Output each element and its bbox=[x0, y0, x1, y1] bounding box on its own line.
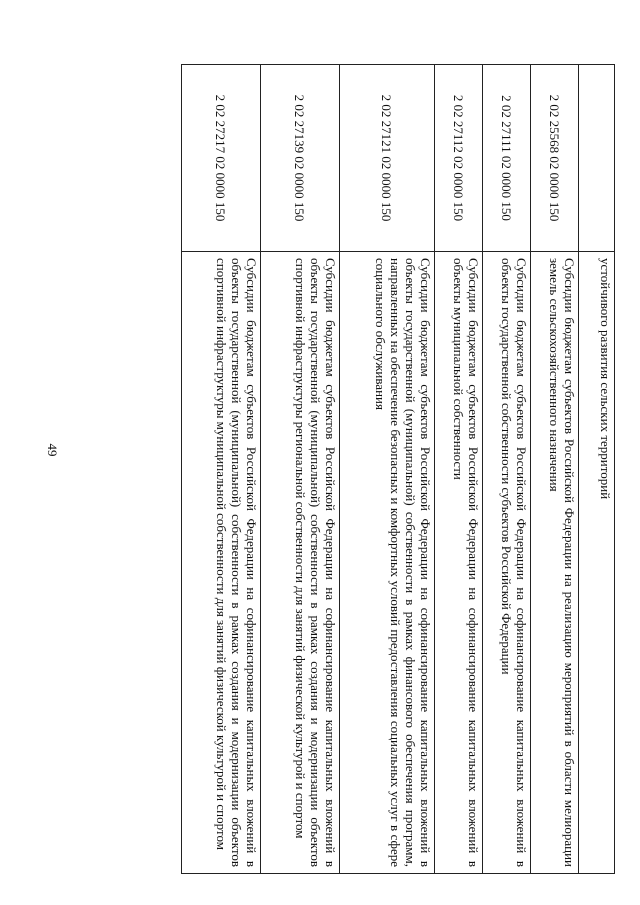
description-cell: Субсидии бюджетам субъектов Российской Федерации на софинансирование капитальных вложений в объекты муниципальной собственности bbox=[435, 252, 483, 874]
code-cell: 2 02 27121 02 0000 150 bbox=[340, 65, 435, 252]
description-cell: Субсидии бюджетам субъектов Российской Федерации на софинансирование капитальных вложений в объекты государственной (муниципальной) собственности в рамках создания и модернизации объектов спортивной инфраструктуры муниципальной собственности для занятий физической культурой и спортом bbox=[182, 252, 261, 874]
budget-codes-table bbox=[181, 64, 615, 874]
table-row bbox=[435, 65, 483, 874]
code-cell: 2 02 27217 02 0000 150 bbox=[182, 65, 261, 252]
table-row bbox=[483, 65, 531, 874]
page-number: 49 bbox=[45, 443, 60, 457]
table-row-continuation bbox=[579, 65, 615, 874]
code-cell: 2 02 27139 02 0000 150 bbox=[261, 65, 340, 252]
table-row bbox=[261, 65, 340, 874]
code-cell: 2 02 27111 02 0000 150 bbox=[483, 65, 531, 252]
table-row bbox=[531, 65, 579, 874]
description-cell: Субсидии бюджетам субъектов Российской Федерации на реализацию мероприятий в области мелиорации земель сельскохозяйственного назначения bbox=[531, 252, 579, 874]
rotated-content bbox=[90, 64, 615, 874]
table-row bbox=[182, 65, 261, 874]
code-cell: 2 02 27112 02 0000 150 bbox=[435, 65, 483, 252]
description-cell: Субсидии бюджетам субъектов Российской Федерации на софинансирование капитальных вложений в объекты государственной (муниципальной) собственности в рамках создания и модернизации объектов спортивной инфраструктуры региональной собственности для занятий физической культурой и спортом bbox=[261, 252, 340, 874]
rotated-table-area bbox=[90, 64, 615, 874]
description-cell: Субсидии бюджетам субъектов Российской Федерации на софинансирование капитальных вложений в объекты государственной (муниципальной) собственности в рамках финансового обеспечения программ, направленных на обеспечение безопасных и комфортных условий предоставления социальных услуг в сфере социального обслуживания bbox=[340, 252, 435, 874]
table-row bbox=[340, 65, 435, 874]
code-cell-empty bbox=[579, 65, 615, 252]
description-cell: устойчивого развития сельских территорий bbox=[579, 252, 615, 874]
description-cell: Субсидии бюджетам субъектов Российской Федерации на софинансирование капитальных вложений в объекты государственной собственности субъектов Российской Федерации bbox=[483, 252, 531, 874]
code-cell: 2 02 25568 02 0000 150 bbox=[531, 65, 579, 252]
